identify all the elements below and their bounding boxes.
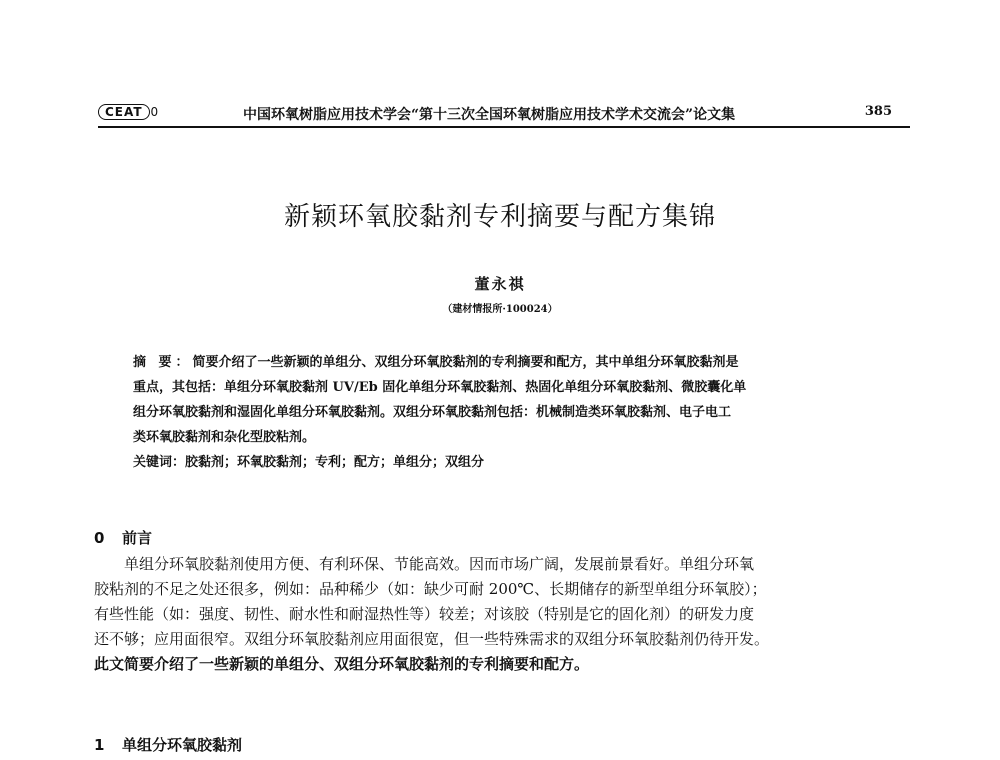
section-number: 1 bbox=[94, 736, 105, 754]
body-line: 胶粘剂的不足之处还很多，例如：品种稀少（如：缺少可耐 200℃、长期储存的新型单组分环氧胶）； bbox=[94, 580, 767, 598]
section-heading-1 bbox=[94, 734, 242, 755]
page-number: 385 bbox=[864, 104, 892, 119]
author: 董永祺 bbox=[474, 275, 526, 293]
body-line: 单组分环氧胶黏剂使用方便、有利环保、节能高效。因而市场广阔，发展前景看好。单组分环氧 bbox=[124, 555, 755, 573]
abstract-line: 组分环氧胶黏剂和湿固化单组分环氧胶黏剂。双组分环氧胶黏剂包括：机械制造类环氧胶黏剂、电子电工 bbox=[133, 405, 732, 420]
abstract-label: 摘 要： bbox=[133, 355, 193, 370]
abstract-line: 重点，其包括：单组分环氧胶黏剂 UV/Eb 固化单组分环氧胶黏剂、热固化单组分环氧胶黏剂、微胶囊化单 bbox=[133, 380, 747, 395]
body-line: 有些性能（如：强度、韧性、耐水性和耐湿热性等）较差；对该胶（特别是它的固化剂）的研发力度 bbox=[94, 605, 755, 623]
body-line: 此文简要介绍了一些新颖的单组分、双组分环氧胶黏剂的专利摘要和配方。 bbox=[94, 655, 590, 673]
abstract-line: 类环氧胶黏剂和杂化型胶粘剂。 bbox=[133, 430, 316, 445]
running-header bbox=[98, 100, 910, 128]
abstract bbox=[133, 350, 873, 475]
body-line: 还不够；应用面很窄。双组分环氧胶黏剂应用面很宽，但一些特殊需求的双组分环氧胶黏剂仍待开发。 bbox=[94, 630, 770, 648]
keywords bbox=[133, 450, 873, 475]
section-title: 单组分环氧胶黏剂 bbox=[122, 736, 243, 754]
keywords-text: 胶黏剂；环氧胶黏剂；专利；配方；单组分；双组分 bbox=[185, 455, 485, 470]
section-body-0 bbox=[94, 552, 904, 677]
section-title: 前言 bbox=[122, 529, 153, 547]
logo-mark: CEAT bbox=[98, 104, 150, 120]
conference-logo bbox=[98, 104, 159, 120]
abstract-line: 摘 要：简要介绍了一些新颖的单组分、双组分环氧胶黏剂的专利摘要和配方，其中单组分环氧胶黏剂是 bbox=[133, 355, 739, 370]
body-paragraph bbox=[94, 552, 904, 577]
keywords-label: 关键词： bbox=[133, 455, 186, 470]
logo-suffix: 0 bbox=[150, 105, 160, 119]
paper-title: 新颖环氧胶黏剂专利摘要与配方集锦 bbox=[283, 202, 716, 232]
conference-title: 中国环氧树脂应用技术学会“第十三次全国环氧树脂应用技术学术交流会”论文集 bbox=[243, 107, 736, 123]
section-number: 0 bbox=[94, 529, 105, 547]
section-heading-0 bbox=[94, 527, 152, 548]
affiliation: （建材情报所·100024） bbox=[442, 304, 558, 315]
